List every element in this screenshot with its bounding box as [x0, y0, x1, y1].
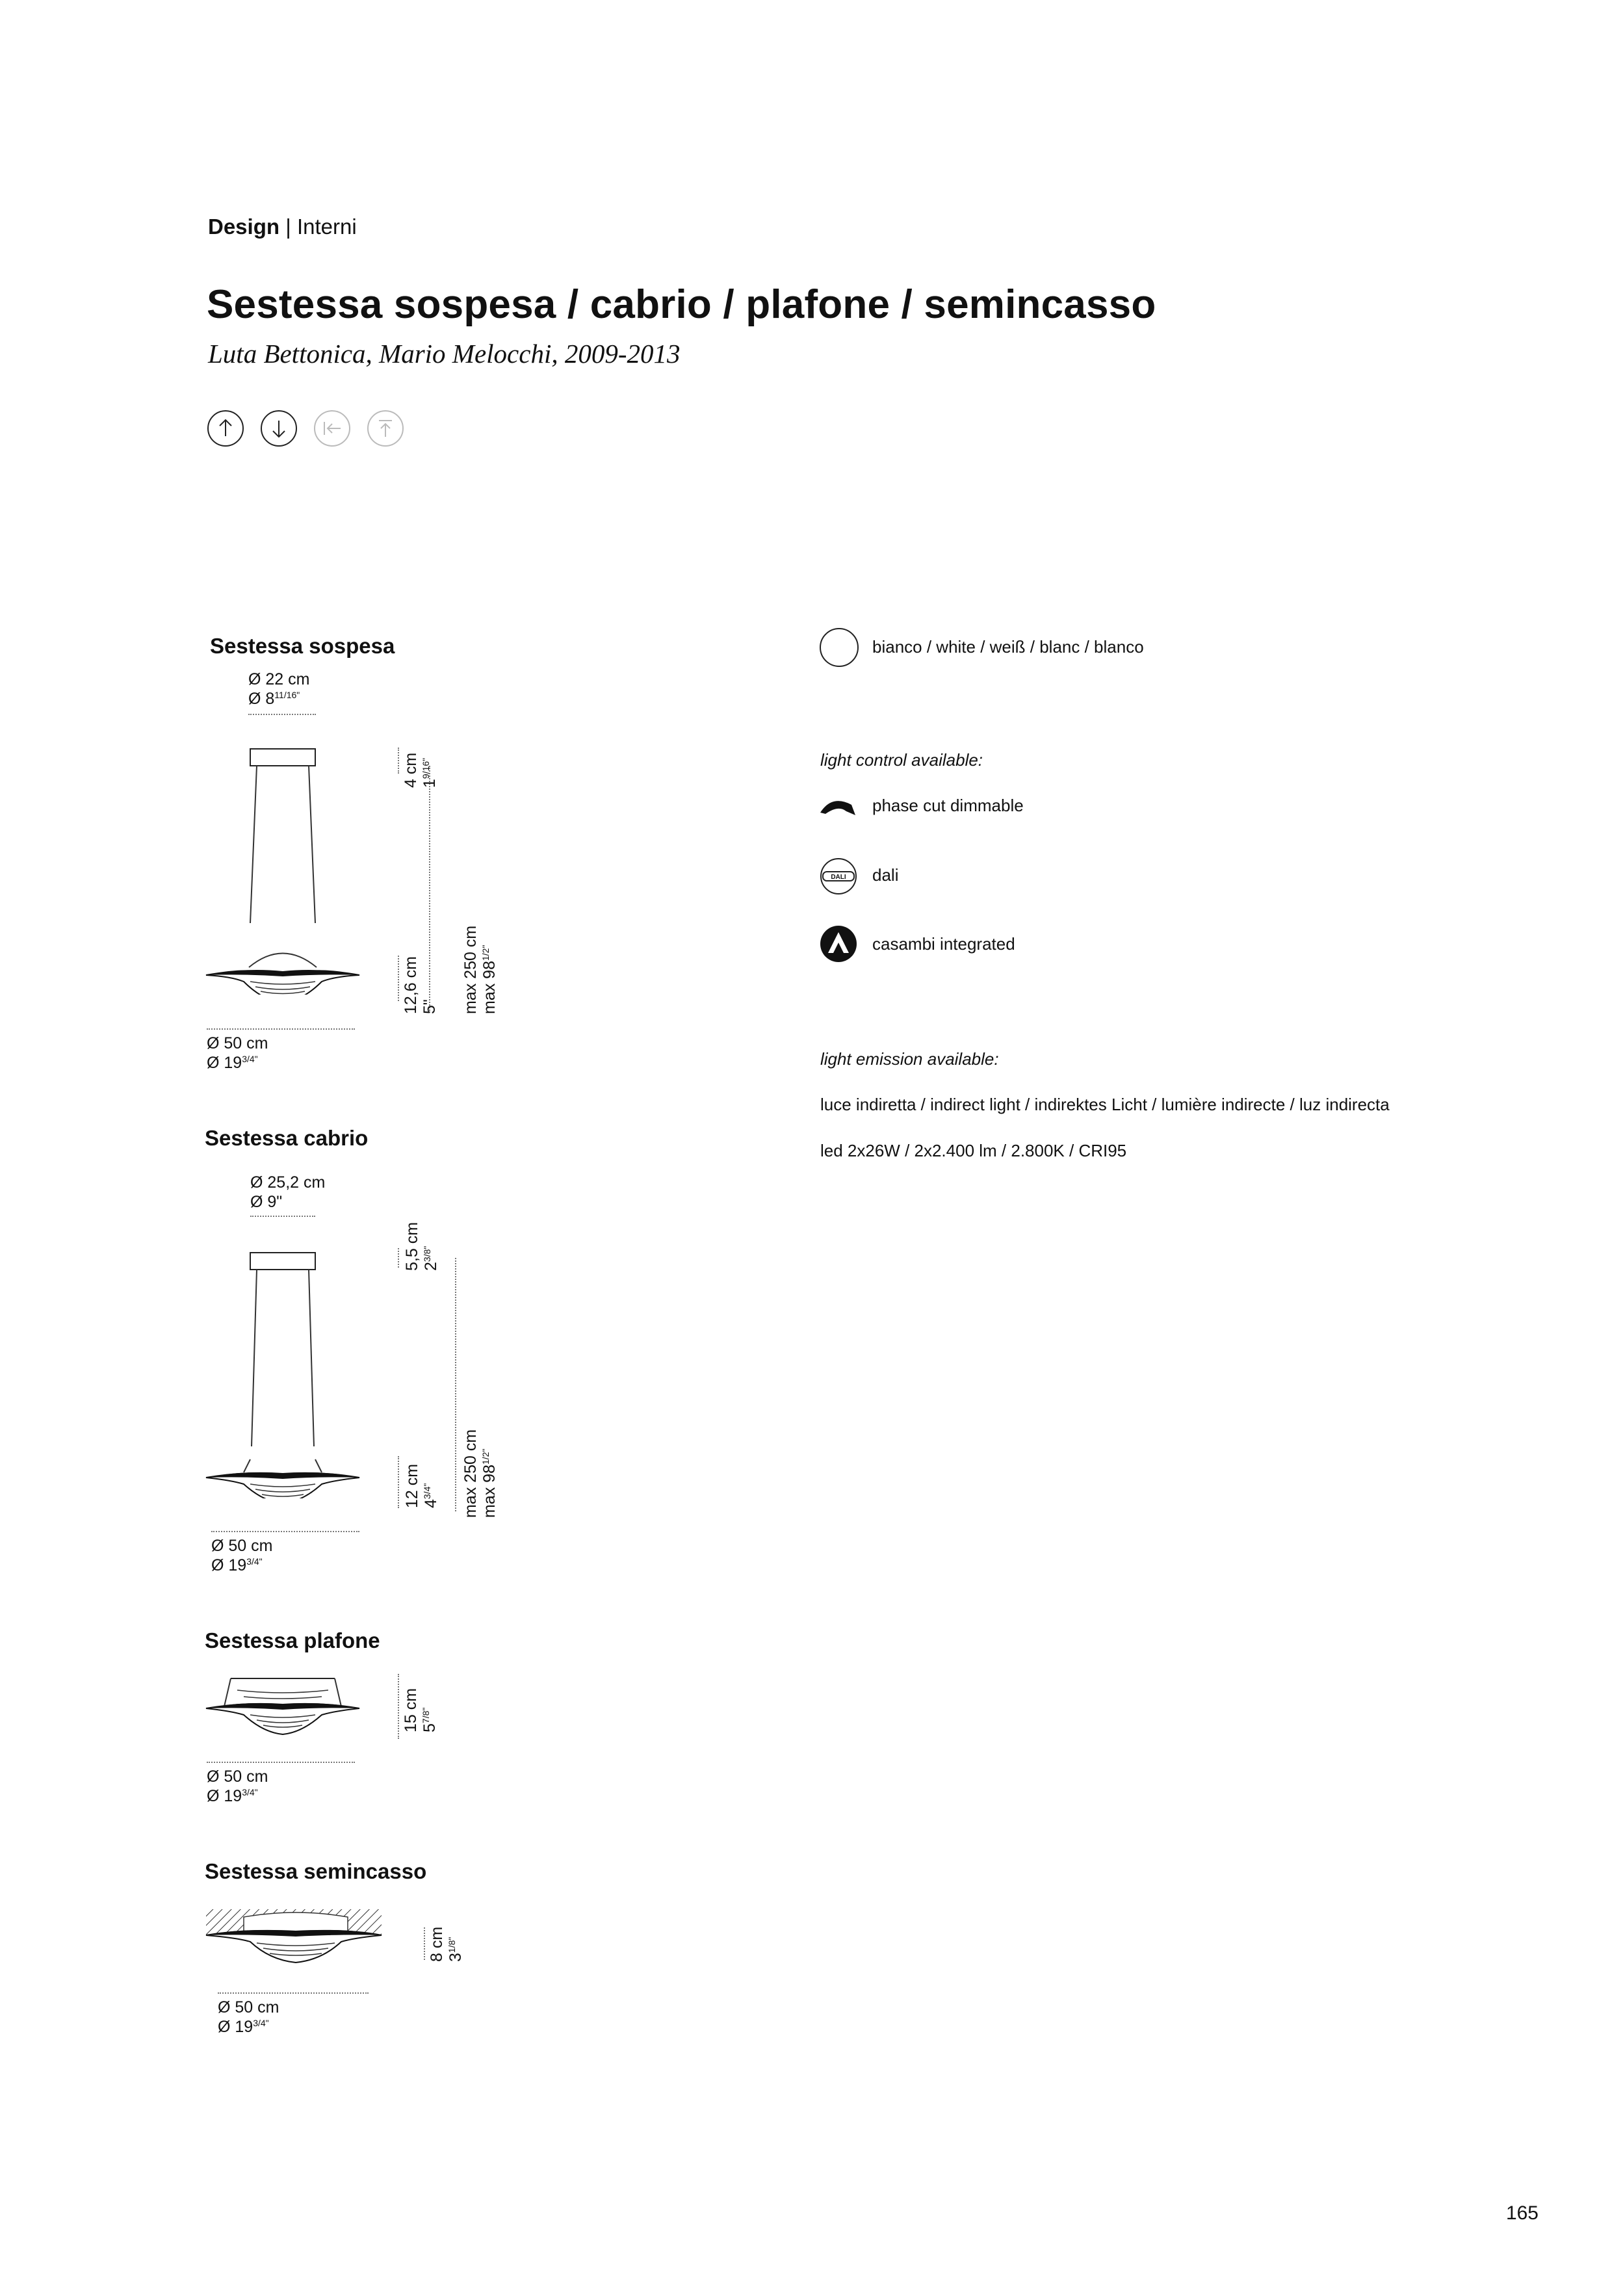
- sospesa-lamp-drawing: [205, 748, 361, 995]
- led-spec: led 2x26W / 2x2.400 lm / 2.800K / CRI95: [820, 1141, 1127, 1160]
- casambi-icon: [819, 924, 858, 963]
- finish-white-swatch-icon: [819, 627, 859, 668]
- semincasso-bottom-diameter: [218, 1998, 279, 2037]
- plafone-h-cm: 15 cm: [402, 1688, 420, 1732]
- sospesa-max-cm: max 250 cm: [461, 925, 480, 1014]
- finish-label: bianco / white / weiß / blanc / blanco: [872, 637, 1144, 657]
- light-emission-label: light emission available:: [820, 1049, 999, 1069]
- dali-icon-text: DALI: [831, 874, 846, 881]
- plafone-title: Sestessa plafone: [205, 1628, 380, 1652]
- page-authors: Luta Bettonica, Mario Melocchi, 2009-2013: [208, 339, 681, 369]
- cabrio-bottom-diam-cm: Ø 50 cm: [211, 1537, 273, 1555]
- sospesa-h1-cm: 4 cm: [402, 752, 420, 788]
- cabrio-h1-line: [398, 1248, 399, 1268]
- cabrio-h1-dim: [403, 1222, 441, 1271]
- sospesa-h2-in: 5": [421, 999, 439, 1014]
- light-emission-value: luce indiretta / indirect light / indirektes Licht / lumière indirecte / luz indirecta: [820, 1095, 1390, 1114]
- sospesa-h1-dim: [402, 753, 439, 788]
- cabrio-h1-in: $2^{3/8"}$: [422, 1246, 440, 1271]
- breadcrumb: [208, 215, 357, 239]
- sospesa-bottom-dim-line: [207, 1028, 355, 1030]
- cabrio-h2-cm: 12 cm: [403, 1463, 421, 1508]
- sospesa-max-in: $\max 98^{1/2"}$: [480, 945, 499, 1014]
- plafone-bottom-diam-cm: Ø 50 cm: [207, 1768, 268, 1786]
- cabrio-h2-line: [398, 1456, 399, 1508]
- arrow-up-icon[interactable]: [207, 410, 244, 447]
- semincasso-h-in: $3^{1/8"}$: [447, 1937, 465, 1962]
- sospesa-max-dim: [461, 926, 499, 1014]
- cabrio-h2-in: $4^{3/4"}$: [422, 1483, 440, 1508]
- cabrio-max-cm: max 250 cm: [461, 1429, 480, 1518]
- semincasso-bottom-dim-line: [218, 1992, 369, 1994]
- light-control-label: light control available:: [820, 750, 983, 770]
- sospesa-h2-dim: [402, 956, 439, 1014]
- sospesa-top-diam-cm: Ø 22 cm: [248, 670, 310, 688]
- breadcrumb-design: Design: [208, 215, 280, 239]
- cabrio-top-dim-line: [250, 1216, 315, 1217]
- semincasso-bottom-diam-cm: Ø 50 cm: [218, 1998, 279, 2016]
- control-dali-label: dali: [872, 865, 899, 885]
- page-number: 165: [1505, 2202, 1539, 2224]
- semincasso-h-line: [424, 1927, 425, 1960]
- plafone-h-in: $5^{7/8"}$: [421, 1707, 439, 1732]
- sospesa-h1-line: [398, 748, 399, 774]
- plafone-lamp-drawing: [205, 1677, 361, 1736]
- sospesa-top-diameter: [248, 670, 309, 709]
- sospesa-bottom-diam-cm: Ø 50 cm: [207, 1034, 268, 1052]
- control-casambi-label: casambi integrated: [872, 934, 1015, 954]
- control-phase-cut-label: phase cut dimmable: [872, 796, 1024, 815]
- dali-icon: [819, 857, 858, 896]
- cabrio-top-diameter: [250, 1173, 325, 1212]
- semincasso-title: Sestessa semincasso: [205, 1859, 427, 1883]
- cabrio-max-in: $\max 98^{1/2"}$: [480, 1448, 499, 1518]
- phase-cut-icon: [819, 793, 858, 819]
- cabrio-h2-dim: [403, 1464, 441, 1508]
- sospesa-h2-line: [398, 956, 399, 1001]
- cabrio-bottom-diam-in: Ø $19^{3/4"}$: [211, 1556, 263, 1574]
- semincasso-h-dim: [428, 1927, 465, 1962]
- plafone-bottom-diam-in: Ø $19^{3/4"}$: [207, 1787, 258, 1805]
- plafone-h-line: [398, 1674, 399, 1739]
- arrow-down-icon[interactable]: [260, 410, 298, 447]
- arrow-left-bar-icon[interactable]: [313, 410, 351, 447]
- semincasso-h-cm: 8 cm: [428, 1926, 446, 1962]
- plafone-bottom-diameter: [207, 1767, 268, 1806]
- sospesa-title: Sestessa sospesa: [210, 634, 395, 658]
- semincasso-bottom-diam-in: Ø $19^{3/4"}$: [218, 2018, 269, 2036]
- cabrio-bottom-dim-line: [211, 1531, 359, 1532]
- cabrio-lamp-drawing: [205, 1251, 361, 1498]
- cabrio-top-diam-cm: Ø 25,2 cm: [250, 1173, 326, 1192]
- cabrio-max-dim: [461, 1429, 499, 1518]
- breadcrumb-category: Interni: [296, 215, 357, 239]
- cabrio-bottom-diameter: [211, 1536, 272, 1575]
- sospesa-top-dim-line: [248, 714, 316, 715]
- sospesa-bottom-diam-in: Ø $19^{3/4"}$: [207, 1054, 258, 1072]
- cabrio-title: Sestessa cabrio: [205, 1126, 369, 1150]
- semincasso-lamp-drawing: [205, 1908, 387, 1966]
- cabrio-top-diam-in: Ø 9": [250, 1193, 283, 1211]
- sospesa-h1-in: $1^{9/16"}$: [421, 757, 439, 788]
- cabrio-h1-cm: 5,5 cm: [403, 1221, 421, 1271]
- page-title: Sestessa sospesa / cabrio / plafone / semincasso: [207, 282, 1156, 327]
- sospesa-h2-cm: 12,6 cm: [402, 956, 420, 1014]
- nav-icons: [207, 410, 404, 447]
- sospesa-bottom-diameter: [207, 1034, 268, 1073]
- cabrio-height-line: [455, 1258, 456, 1511]
- sospesa-top-diam-in: Ø $8^{11/16"}$: [248, 690, 300, 708]
- breadcrumb-separator: |: [285, 215, 291, 239]
- plafone-h-dim: [402, 1688, 439, 1732]
- arrow-up-bar-icon[interactable]: [367, 410, 404, 447]
- plafone-bottom-dim-line: [207, 1762, 355, 1763]
